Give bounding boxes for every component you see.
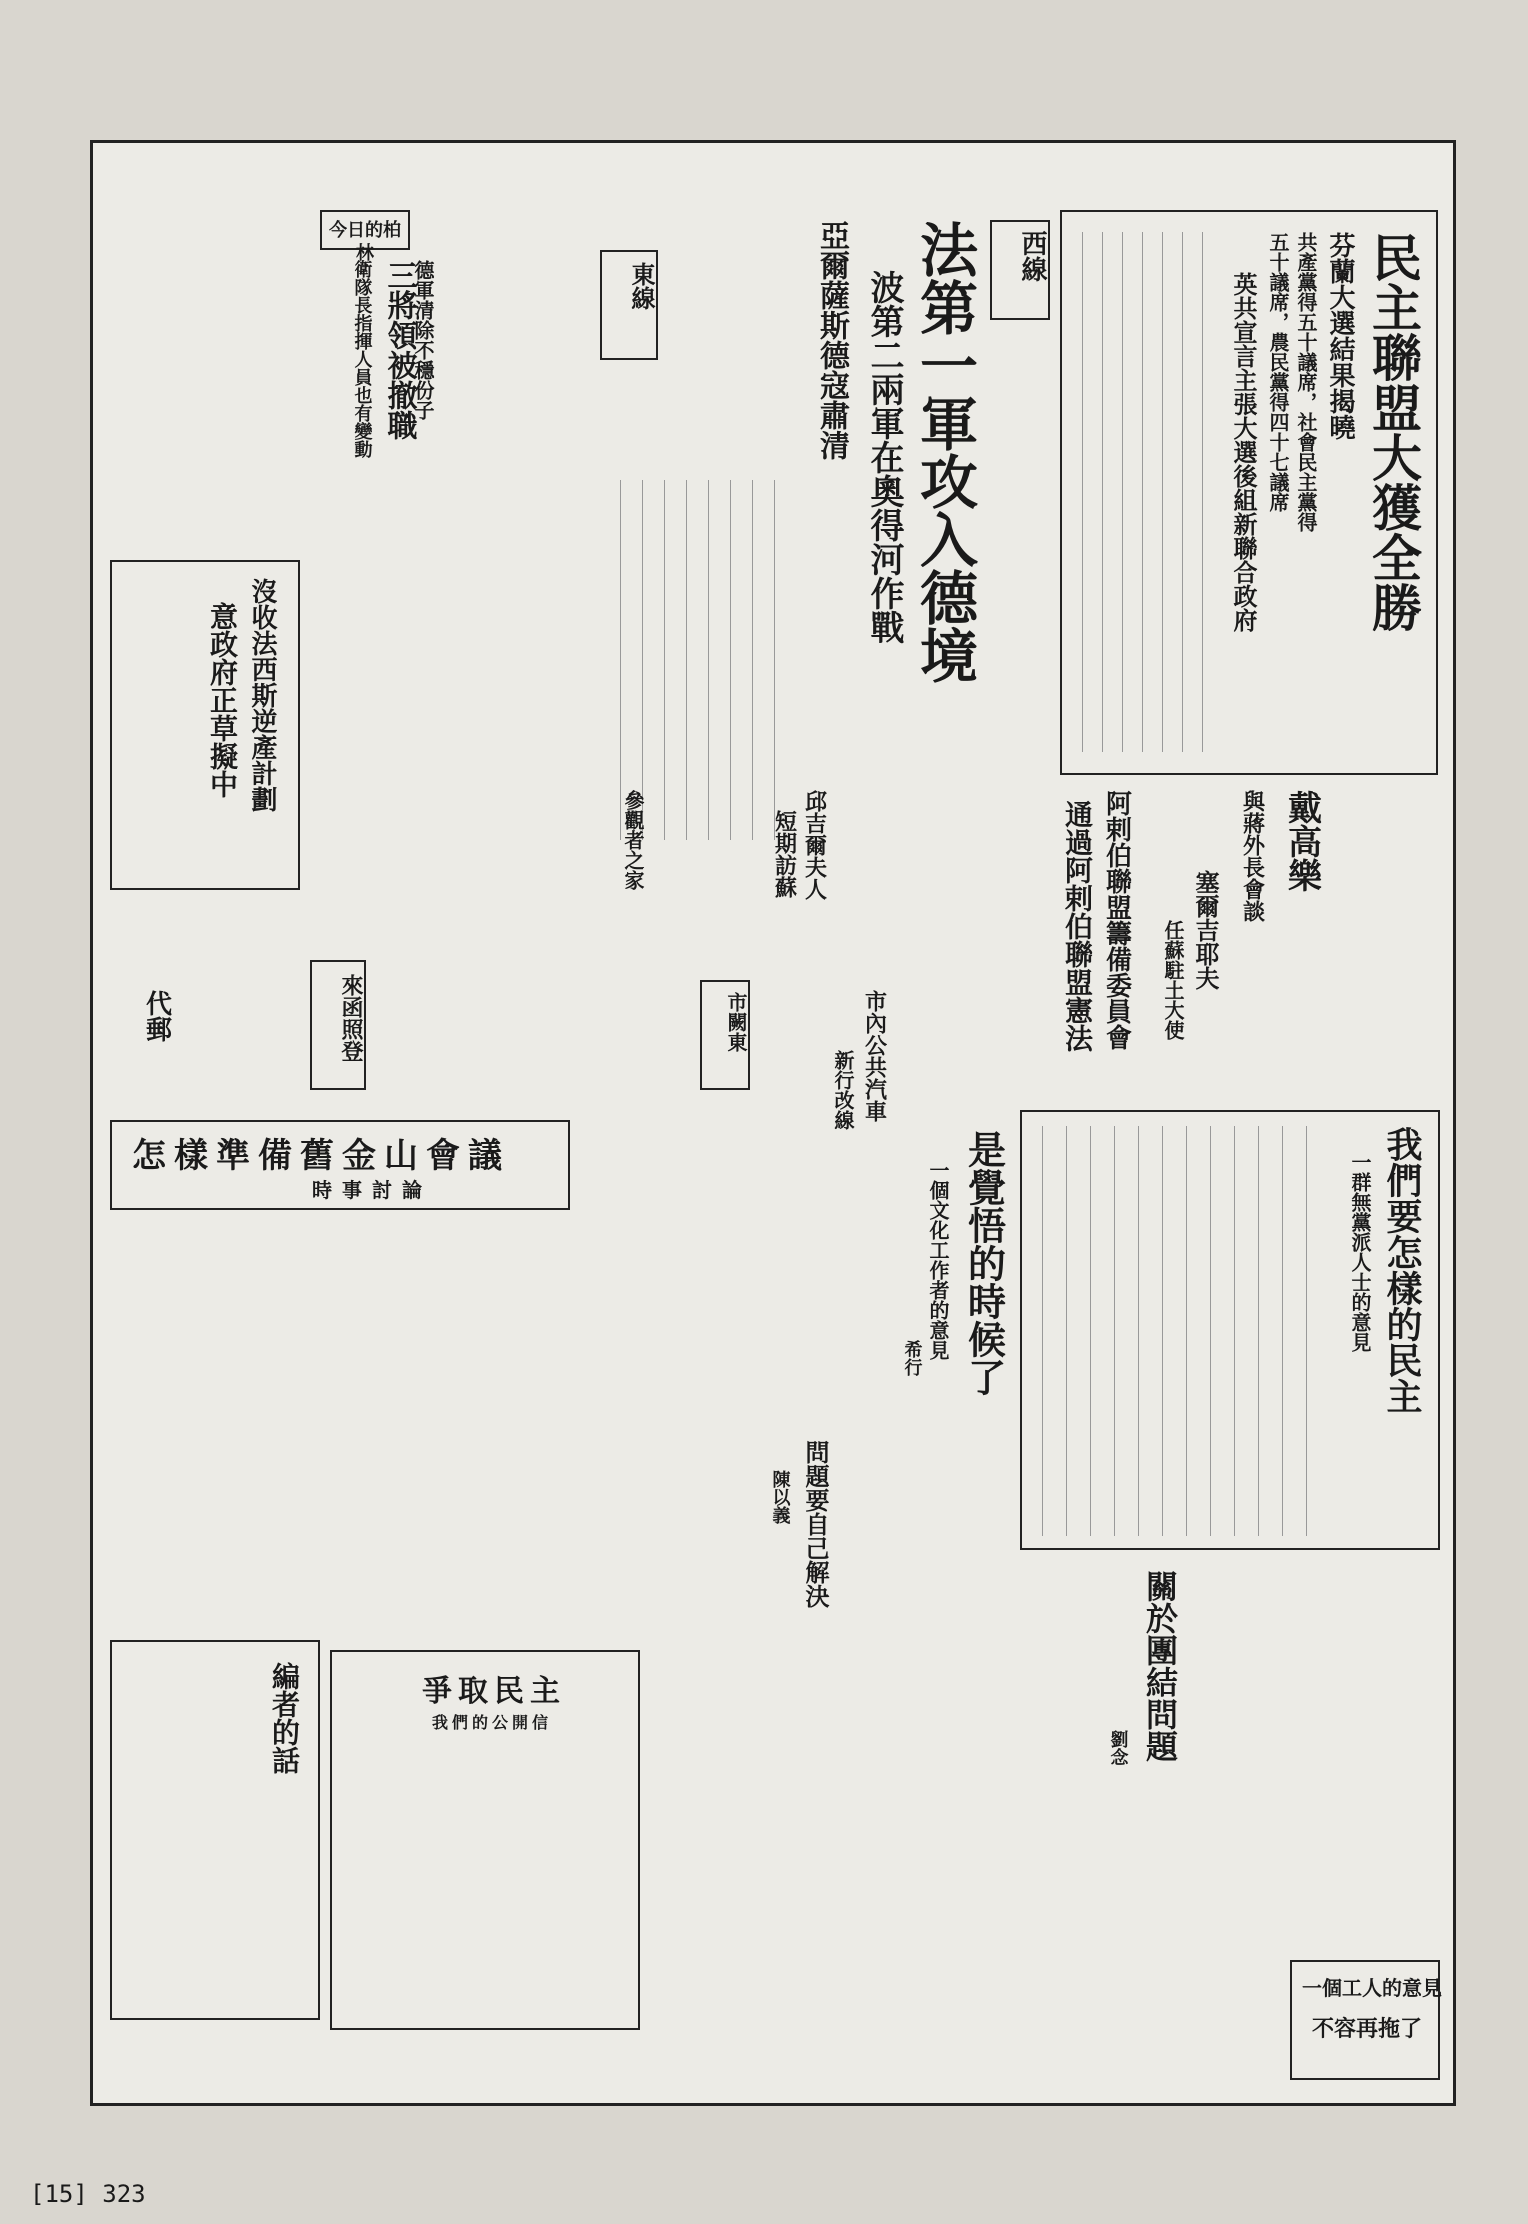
sultan-subhead: 任蘇駐土大使 [1161, 920, 1185, 1040]
finland-subhead-3: 英共宣言主張大選後組新聯合政府 [1229, 272, 1258, 632]
dai-gaole-headline: 戴高樂 [1281, 790, 1322, 892]
sf-conference-headline: 怎樣準備舊金山會議 [132, 1136, 510, 1176]
fight-democracy-article [330, 1650, 640, 2030]
fight-democracy-subhead: 我們的公開信 [432, 1713, 553, 1732]
democracy-headline: 我們要怎樣的民主 [1381, 1126, 1423, 1414]
sf-conference-article [110, 1120, 570, 1210]
finland-subhead-2: 五十議席，農民黨得四十七議席 [1266, 232, 1290, 512]
arab-league-headline: 阿剌伯聯盟籌備委員會 [1101, 790, 1132, 1050]
awakening-subhead: 一個文化工作者的意見 [926, 1160, 950, 1360]
sultan-headline: 塞爾吉耶夫 [1191, 870, 1220, 990]
editor-note-article [110, 1640, 320, 2020]
letter-label: 來函照登 [310, 960, 366, 1090]
dai-gaole-subhead: 與蔣外長會談 [1239, 790, 1266, 922]
berlin-column-title: 今日的柏林 [320, 210, 410, 250]
mail-headline: 代郵 [141, 990, 172, 1042]
western-front-article [600, 210, 1050, 850]
sf-conference-kicker: 時事討論 [312, 1178, 432, 1202]
worker-note-article [1290, 1960, 1440, 2080]
berlin-note: 衛隊長指揮人員也有變動 [351, 260, 373, 458]
western-headline: 法第一軍攻入德境 [910, 220, 978, 684]
western-subhead: 波第二兩軍在奧得河作戰 [864, 270, 904, 644]
worker-note-subhead: 不容再拖了 [1312, 2016, 1423, 2042]
bus-subhead: 新行改線 [831, 1050, 855, 1130]
democracy-subhead: 一群無黨派人士的意見 [1348, 1152, 1372, 1352]
arab-league-subhead: 通過阿剌伯聯盟憲法 [1061, 800, 1094, 1052]
unity-byline: 劉念 [1107, 1730, 1129, 1766]
finland-prehead: 芬蘭大選結果揭曉 [1325, 232, 1355, 440]
churchill-subhead: 短期訪蘇 [771, 810, 798, 898]
visitors-headline: 參觀者之家 [621, 790, 645, 890]
confiscation-headline: 沒收法西斯逆產計劃 [247, 578, 277, 812]
worker-note-headline: 一個工人的意見 [1302, 1976, 1442, 2000]
finland-article [1060, 210, 1438, 775]
market-label: 市闕東 [700, 980, 750, 1090]
east-label: 東線 [600, 250, 658, 360]
bus-headline: 市內公共汽車 [861, 990, 888, 1122]
democracy-article [1020, 1110, 1440, 1550]
churchill-headline: 邱吉爾夫人 [801, 790, 828, 900]
unity-headline: 關於團結問題 [1141, 1570, 1179, 1762]
alsace-head: 亞爾薩斯德寇肅清 [814, 220, 849, 460]
berlin-subhead: 德軍清除不穩份子 [411, 260, 435, 420]
archive-stamp: [15] 323 [30, 2180, 146, 2208]
finland-subhead-1: 共產黨得五十議席，社會民主黨得 [1294, 232, 1318, 532]
fight-democracy-headline: 爭取民主 [422, 1674, 566, 1709]
self-resolve-headline: 問題要自己解決 [801, 1440, 830, 1608]
confiscation-article [110, 560, 300, 890]
self-resolve-byline: 陳以義 [769, 1470, 791, 1524]
editor-note-headline: 編者的話 [268, 1662, 301, 1774]
awakening-byline: 希行 [901, 1340, 923, 1376]
west-label: 西線 [990, 220, 1050, 320]
awakening-headline: 是覺悟的時候了 [961, 1130, 1007, 1396]
confiscation-subhead: 意政府正草擬中 [206, 602, 239, 798]
berlin-headline: 三將領被撤職 [381, 260, 417, 440]
finland-headline: 民主聯盟大獲全勝 [1364, 232, 1423, 632]
